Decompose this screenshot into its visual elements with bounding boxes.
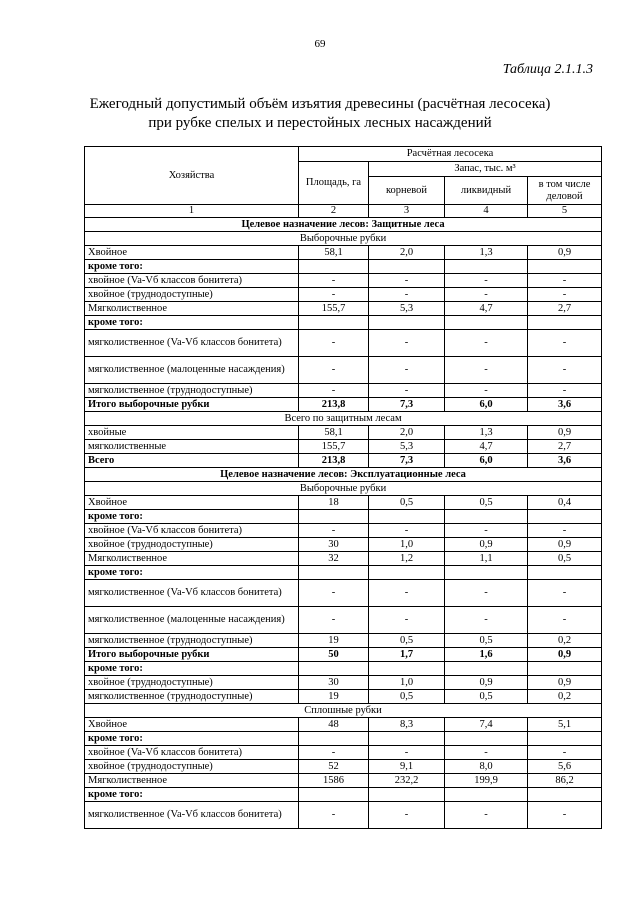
cell-business-stock: -	[528, 607, 602, 634]
row-label: мягколиственное (Va-Vб классов бонитета)	[85, 330, 299, 357]
cell-area: 50	[299, 648, 369, 662]
cell-business-stock: -	[528, 580, 602, 607]
cell-area	[299, 260, 369, 274]
cell-area: -	[299, 524, 369, 538]
cell-liquid-stock	[445, 316, 528, 330]
cell-business-stock: 0,4	[528, 496, 602, 510]
row-label: Итого выборочные рубки	[85, 648, 299, 662]
table-row	[85, 496, 602, 510]
cell-business-stock: 5,6	[528, 760, 602, 774]
cell-business-stock: 3,6	[528, 398, 602, 412]
cell-liquid-stock: 8,0	[445, 760, 528, 774]
cell-area	[299, 788, 369, 802]
cell-liquid-stock: -	[445, 802, 528, 829]
cell-liquid-stock: 1,6	[445, 648, 528, 662]
cell-liquid-stock: 7,4	[445, 718, 528, 732]
table-row	[85, 440, 602, 454]
row-label: Хвойное	[85, 246, 299, 260]
table-title-line-2: при рубке спелых и перестойных лесных насаждений	[148, 115, 492, 131]
colnum-4: 4	[445, 205, 528, 218]
cell-business-stock	[528, 510, 602, 524]
cell-liquid-stock: 0,9	[445, 538, 528, 552]
cell-liquid-stock: -	[445, 746, 528, 760]
row-label: хвойное (труднодоступные)	[85, 676, 299, 690]
cell-root-stock: -	[369, 746, 445, 760]
table-row	[85, 634, 602, 648]
row-label: хвойное (Va-Vб классов бонитета)	[85, 746, 299, 760]
row-label: Всего	[85, 454, 299, 468]
cell-liquid-stock	[445, 732, 528, 746]
cell-business-stock: 5,1	[528, 718, 602, 732]
header-calc-area: Расчётная лесосека	[299, 147, 602, 162]
cell-liquid-stock: -	[445, 274, 528, 288]
cell-liquid-stock	[445, 662, 528, 676]
cell-root-stock: -	[369, 384, 445, 398]
row-label: мягколиственное (малоценные насаждения)	[85, 607, 299, 634]
cell-area: 1586	[299, 774, 369, 788]
cell-root-stock: 1,7	[369, 648, 445, 662]
cell-root-stock: -	[369, 274, 445, 288]
cell-business-stock: -	[528, 384, 602, 398]
cell-area: 30	[299, 676, 369, 690]
cell-business-stock: -	[528, 746, 602, 760]
colnum-3: 3	[369, 205, 445, 218]
row-label: хвойные	[85, 426, 299, 440]
row-label: кроме того:	[85, 566, 299, 580]
cell-area	[299, 316, 369, 330]
cell-root-stock: 9,1	[369, 760, 445, 774]
cell-business-stock: 2,7	[528, 440, 602, 454]
cell-liquid-stock: 6,0	[445, 454, 528, 468]
section-row	[85, 232, 602, 246]
row-label: Итого выборочные рубки	[85, 398, 299, 412]
cell-root-stock: 1,2	[369, 552, 445, 566]
cell-area: 58,1	[299, 246, 369, 260]
table-row	[85, 648, 602, 662]
cell-area: -	[299, 288, 369, 302]
section-title: Выборочные рубки	[85, 232, 602, 246]
cell-area: 58,1	[299, 426, 369, 440]
row-label: мягколиственные	[85, 440, 299, 454]
cell-root-stock: 7,3	[369, 454, 445, 468]
cell-root-stock	[369, 260, 445, 274]
table-row	[85, 580, 602, 607]
row-label: Хвойное	[85, 496, 299, 510]
section-title: Сплошные рубки	[85, 704, 602, 718]
table-row	[85, 774, 602, 788]
cell-liquid-stock: -	[445, 384, 528, 398]
table-title-line-1: Ежегодный допустимый объём изъятия древесины (расчётная лесосека)	[89, 96, 551, 112]
row-label: мягколиственное (малоценные насаждения)	[85, 357, 299, 384]
cell-business-stock: -	[528, 288, 602, 302]
cell-area: 30	[299, 538, 369, 552]
row-label: хвойное (Va-Vб классов бонитета)	[85, 274, 299, 288]
colnum-1: 1	[85, 205, 299, 218]
row-label: Мягколиственное	[85, 774, 299, 788]
cell-area	[299, 510, 369, 524]
table-row	[85, 316, 602, 330]
cell-business-stock: 3,6	[528, 454, 602, 468]
cell-business-stock: 0,9	[528, 676, 602, 690]
cell-area: -	[299, 384, 369, 398]
cell-business-stock: 0,5	[528, 552, 602, 566]
cell-liquid-stock: 0,9	[445, 676, 528, 690]
cell-business-stock	[528, 566, 602, 580]
cell-area: 155,7	[299, 440, 369, 454]
cell-root-stock: -	[369, 524, 445, 538]
cell-liquid-stock: 4,7	[445, 302, 528, 316]
section-row	[85, 412, 602, 426]
header-incl-business: в том числе деловой	[528, 177, 602, 205]
row-label: кроме того:	[85, 316, 299, 330]
cell-area: 155,7	[299, 302, 369, 316]
cell-root-stock: 5,3	[369, 302, 445, 316]
row-label: хвойное (Va-Vб классов бонитета)	[85, 524, 299, 538]
row-label: кроме того:	[85, 510, 299, 524]
cell-area	[299, 662, 369, 676]
cell-area: 32	[299, 552, 369, 566]
cell-root-stock: 1,0	[369, 538, 445, 552]
cell-area: -	[299, 802, 369, 829]
table-row	[85, 302, 602, 316]
cell-area: 19	[299, 634, 369, 648]
table-row	[85, 746, 602, 760]
row-label: Мягколиственное	[85, 302, 299, 316]
cell-business-stock: 0,2	[528, 634, 602, 648]
cell-business-stock: 2,7	[528, 302, 602, 316]
table-row	[85, 398, 602, 412]
section-row	[85, 218, 602, 232]
cell-business-stock	[528, 732, 602, 746]
row-label: кроме того:	[85, 732, 299, 746]
cell-root-stock: -	[369, 288, 445, 302]
cell-liquid-stock	[445, 510, 528, 524]
table-header	[85, 147, 602, 218]
cell-root-stock: 2,0	[369, 426, 445, 440]
cell-liquid-stock	[445, 788, 528, 802]
header-stock: Запас, тыс. м³	[369, 162, 602, 177]
table-row	[85, 426, 602, 440]
table-row	[85, 454, 602, 468]
cell-liquid-stock: -	[445, 288, 528, 302]
cell-liquid-stock: -	[445, 330, 528, 357]
cell-liquid-stock: 1,1	[445, 552, 528, 566]
header-farms: Хозяйства	[85, 147, 299, 205]
cell-root-stock	[369, 566, 445, 580]
cell-liquid-stock: -	[445, 607, 528, 634]
cell-area: 18	[299, 496, 369, 510]
row-label: кроме того:	[85, 788, 299, 802]
cell-area: -	[299, 274, 369, 288]
cell-root-stock: 232,2	[369, 774, 445, 788]
table-row	[85, 246, 602, 260]
section-title: Целевое назначение лесов: Эксплуатационные леса	[85, 468, 602, 482]
cell-business-stock: -	[528, 274, 602, 288]
cell-root-stock: 5,3	[369, 440, 445, 454]
table-row	[85, 566, 602, 580]
row-label: Хвойное	[85, 718, 299, 732]
logging-volume-table	[84, 146, 602, 829]
table-row	[85, 732, 602, 746]
table-row	[85, 676, 602, 690]
header-liquid: ликвидный	[445, 177, 528, 205]
table-row	[85, 662, 602, 676]
cell-liquid-stock: -	[445, 524, 528, 538]
colnum-2: 2	[299, 205, 369, 218]
cell-liquid-stock: 4,7	[445, 440, 528, 454]
header-area: Площадь, га	[299, 162, 369, 205]
cell-root-stock	[369, 316, 445, 330]
cell-root-stock: 1,0	[369, 676, 445, 690]
table-row	[85, 524, 602, 538]
table-row	[85, 357, 602, 384]
cell-area: 48	[299, 718, 369, 732]
cell-liquid-stock: 6,0	[445, 398, 528, 412]
cell-area: 52	[299, 760, 369, 774]
row-label: кроме того:	[85, 260, 299, 274]
cell-liquid-stock: 199,9	[445, 774, 528, 788]
cell-root-stock: 8,3	[369, 718, 445, 732]
cell-area	[299, 732, 369, 746]
cell-liquid-stock: -	[445, 357, 528, 384]
row-label: мягколиственное (Va-Vб классов бонитета)	[85, 580, 299, 607]
table-row	[85, 760, 602, 774]
cell-root-stock	[369, 788, 445, 802]
cell-business-stock: -	[528, 524, 602, 538]
section-title: Выборочные рубки	[85, 482, 602, 496]
cell-liquid-stock: 0,5	[445, 634, 528, 648]
cell-business-stock: 0,9	[528, 426, 602, 440]
cell-root-stock: -	[369, 607, 445, 634]
cell-business-stock: 0,9	[528, 246, 602, 260]
table-caption: Таблица 2.1.1.3	[502, 62, 593, 77]
cell-liquid-stock	[445, 566, 528, 580]
cell-root-stock	[369, 510, 445, 524]
cell-area: 19	[299, 690, 369, 704]
row-label: хвойное (труднодоступные)	[85, 288, 299, 302]
row-label: хвойное (труднодоступные)	[85, 760, 299, 774]
cell-area: -	[299, 607, 369, 634]
section-row	[85, 468, 602, 482]
section-row	[85, 482, 602, 496]
cell-business-stock: 0,9	[528, 538, 602, 552]
table-row	[85, 552, 602, 566]
table-row	[85, 690, 602, 704]
table-row	[85, 288, 602, 302]
cell-area: -	[299, 580, 369, 607]
section-title: Целевое назначение лесов: Защитные леса	[85, 218, 602, 232]
table-row	[85, 274, 602, 288]
row-label: Мягколиственное	[85, 552, 299, 566]
table-body	[85, 218, 602, 829]
cell-root-stock	[369, 662, 445, 676]
table-row	[85, 718, 602, 732]
cell-area: -	[299, 330, 369, 357]
table-title	[0, 95, 640, 133]
cell-root-stock: 7,3	[369, 398, 445, 412]
cell-liquid-stock: 0,5	[445, 496, 528, 510]
cell-root-stock: 0,5	[369, 634, 445, 648]
row-label: хвойное (труднодоступные)	[85, 538, 299, 552]
table-row	[85, 510, 602, 524]
cell-business-stock: 0,9	[528, 648, 602, 662]
row-label: мягколиственное (труднодоступные)	[85, 634, 299, 648]
table-row	[85, 260, 602, 274]
colnum-5: 5	[528, 205, 602, 218]
cell-liquid-stock: -	[445, 580, 528, 607]
cell-root-stock: 2,0	[369, 246, 445, 260]
cell-business-stock	[528, 260, 602, 274]
section-title: Всего по защитным лесам	[85, 412, 602, 426]
cell-business-stock: -	[528, 357, 602, 384]
row-label: кроме того:	[85, 662, 299, 676]
cell-liquid-stock: 1,3	[445, 246, 528, 260]
cell-root-stock: 0,5	[369, 496, 445, 510]
cell-business-stock: 0,2	[528, 690, 602, 704]
section-row	[85, 704, 602, 718]
cell-root-stock: -	[369, 330, 445, 357]
cell-area: -	[299, 357, 369, 384]
cell-root-stock: -	[369, 802, 445, 829]
cell-area: 213,8	[299, 454, 369, 468]
cell-root-stock	[369, 732, 445, 746]
row-label: мягколиственное (труднодоступные)	[85, 384, 299, 398]
cell-business-stock: 86,2	[528, 774, 602, 788]
cell-business-stock	[528, 316, 602, 330]
cell-liquid-stock: 0,5	[445, 690, 528, 704]
cell-root-stock: 0,5	[369, 690, 445, 704]
cell-root-stock: -	[369, 357, 445, 384]
cell-business-stock: -	[528, 330, 602, 357]
page-number: 69	[314, 38, 326, 50]
cell-root-stock: -	[369, 580, 445, 607]
cell-liquid-stock	[445, 260, 528, 274]
table-row	[85, 788, 602, 802]
table-row	[85, 538, 602, 552]
cell-area: 213,8	[299, 398, 369, 412]
row-label: мягколиственное (труднодоступные)	[85, 690, 299, 704]
cell-business-stock	[528, 788, 602, 802]
cell-area	[299, 566, 369, 580]
cell-liquid-stock: 1,3	[445, 426, 528, 440]
cell-business-stock	[528, 662, 602, 676]
table-row	[85, 607, 602, 634]
cell-area: -	[299, 746, 369, 760]
table-row	[85, 330, 602, 357]
cell-business-stock: -	[528, 802, 602, 829]
table-row	[85, 384, 602, 398]
table-row	[85, 802, 602, 829]
row-label: мягколиственное (Va-Vб классов бонитета)	[85, 802, 299, 829]
header-root: корневой	[369, 177, 445, 205]
